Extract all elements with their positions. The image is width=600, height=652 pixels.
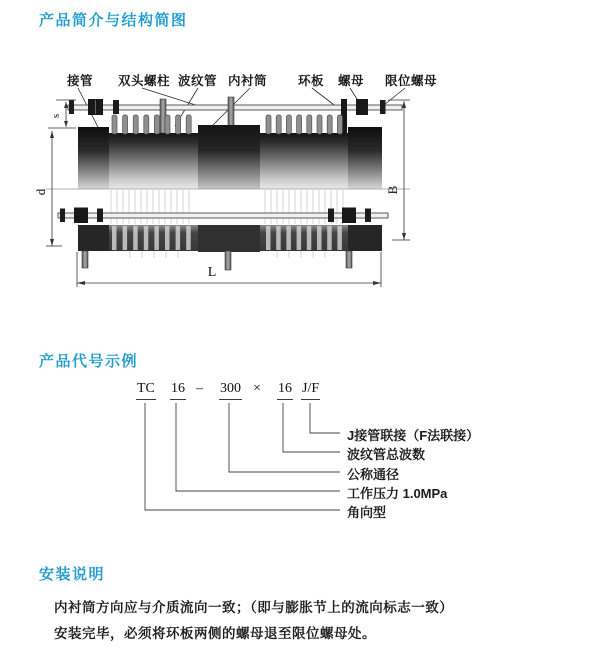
inner-liner-band — [198, 125, 260, 189]
install-instruction-2: 安装完毕，必须将环板两侧的螺母退至限位螺母处。 — [54, 626, 376, 641]
lower-convolutions — [111, 190, 343, 258]
stud — [346, 251, 352, 268]
label-inner-liner: 内衬筒 — [228, 74, 268, 88]
lower-tie-rod — [58, 208, 388, 224]
label-bellows: 波纹管 — [178, 74, 218, 88]
callout-angular-type: 角向型 — [347, 505, 387, 520]
dim-label-L: L — [207, 265, 217, 280]
label-connecting-pipe: 接管 — [67, 74, 94, 88]
stud — [160, 99, 166, 133]
dim-label-s: s — [50, 113, 62, 119]
limit-nut — [365, 209, 371, 223]
section-title-code: 产品代号示例 — [39, 353, 139, 370]
nut — [69, 100, 74, 114]
diagram-part-labels — [66, 73, 437, 88]
callout-working-pressure: 工作压力 1.0MPa — [347, 486, 448, 501]
nut — [113, 100, 119, 114]
joint-body-lower — [78, 225, 382, 270]
stud — [225, 251, 231, 270]
joint-body-upper — [78, 115, 382, 189]
nut — [328, 209, 334, 223]
nut — [342, 208, 356, 224]
section-title-intro: 产品简介与结构简图 — [39, 12, 188, 29]
code-part-times: × — [253, 381, 261, 396]
bellows-crests-left — [112, 115, 191, 134]
code-part-pressure: 16 — [170, 381, 186, 400]
leader-lines — [78, 88, 405, 131]
nut — [60, 209, 65, 223]
dimension-arrows — [50, 101, 406, 285]
code-part-connection: J/F — [301, 381, 320, 400]
label-double-end-stud: 双头螺柱 — [118, 74, 171, 88]
limit-nut — [380, 100, 386, 114]
label-nut: 螺母 — [338, 74, 365, 88]
dim-label-B: B — [385, 185, 400, 195]
nut — [74, 208, 88, 224]
stud — [82, 251, 88, 268]
ring-plate — [341, 99, 347, 133]
nut — [88, 99, 103, 115]
code-part-diameter: 300 — [219, 381, 242, 400]
right-pipe-end — [348, 127, 382, 189]
dim-label-d: d — [33, 188, 48, 196]
upper-tie-rod — [68, 97, 402, 133]
callout-nominal-diameter: 公称通径 — [347, 467, 400, 482]
callout-wave-count: 波纹管总波数 — [347, 447, 426, 462]
install-instruction-1: 内衬筒方向应与介质流向一致；（即与膨胀节上的流向标志一致） — [54, 600, 454, 615]
label-limit-nut: 限位螺母 — [385, 74, 438, 88]
code-callout-lines — [145, 403, 340, 510]
stud — [228, 97, 234, 127]
section-title-install: 安装说明 — [39, 566, 106, 583]
callout-connection-type: J接管联接（F法联接） — [347, 428, 480, 443]
label-ring-plate: 环板 — [298, 74, 325, 88]
nut — [97, 209, 103, 223]
left-pipe-end — [78, 127, 109, 189]
code-part-type: TC — [136, 381, 156, 400]
code-part-waves: 16 — [277, 381, 293, 400]
bellows-crests-right — [266, 115, 342, 134]
nut — [356, 99, 368, 115]
code-part-dash: – — [196, 381, 203, 396]
dimension-lines — [46, 100, 410, 287]
